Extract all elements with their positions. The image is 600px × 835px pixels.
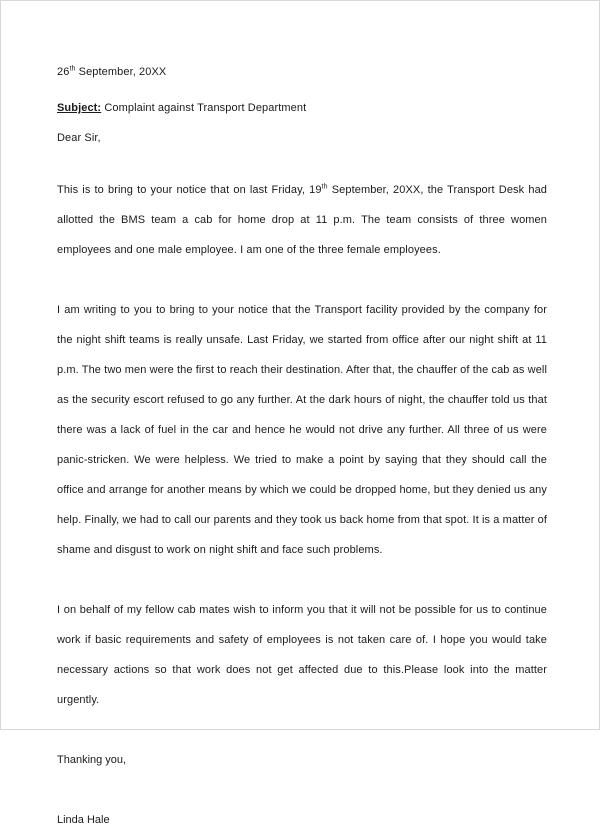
letter-body <box>57 57 547 835</box>
subject-label: Subject: <box>57 102 102 114</box>
date-ordinal-suffix: th <box>69 65 76 73</box>
spacer-between-paragraph-2-3 <box>57 565 547 595</box>
closing-line: Thanking you, <box>57 754 127 766</box>
paragraph-3: I on behalf of my fellow cab mates wish to inform you that it will not be possible for us to continue work if basic requirements and safety of employees is not taken care of. I hope you would take necessary actions so that work does not get affected due to this.Please look into the matter urgently. <box>57 604 547 706</box>
subject-line <box>57 93 547 123</box>
spacer-after-salutation <box>57 153 547 175</box>
paragraph-1 <box>57 175 547 265</box>
salutation: Dear Sir, <box>57 132 101 144</box>
letter-date <box>57 57 547 87</box>
paragraph-1-part-1: This is to bring to your notice that on last Friday, 19 <box>57 184 322 196</box>
spacer-between-paragraph-1-2 <box>57 265 547 295</box>
subject-text: Complaint against Transport Department <box>101 102 307 114</box>
spacer-before-signature <box>57 775 547 805</box>
paragraph-1-ordinal-suffix: th <box>321 183 328 191</box>
date-rest: September, 20XX <box>75 66 167 78</box>
paragraph-1-part-2: September, 20XX, the Transport Desk had allotted the BMS team a cab for home drop at 11 p.m. The team consists of three women employees and one male employee. I am one of the three female employees. <box>57 184 547 256</box>
date-day: 26 <box>57 66 70 78</box>
spacer-before-closing <box>57 715 547 745</box>
paragraph-2: I am writing to you to bring to your notice that the Transport facility provided by the company for the night shift teams is really unsafe. Last Friday, we started from office after our night shift at 11 p.m. The two men were the first to reach their destination. After that, the chauffer of the cab as well as the security escort refused to go any further. At the dark hours of night, the chauffer told us that there was a lack of fuel in the car and hence he would not drive any further. All three of us were panic-stricken. We were helpless. We tried to make a point by saying that they should call the office and arrange for another means by which we could be dropped home, but they denied us any help. Finally, we had to call our parents and they took us back home from that spot. It is a matter of shame and disgust to work on night shift and face such problems. <box>57 304 547 556</box>
signature-name: Linda Hale <box>57 814 110 826</box>
